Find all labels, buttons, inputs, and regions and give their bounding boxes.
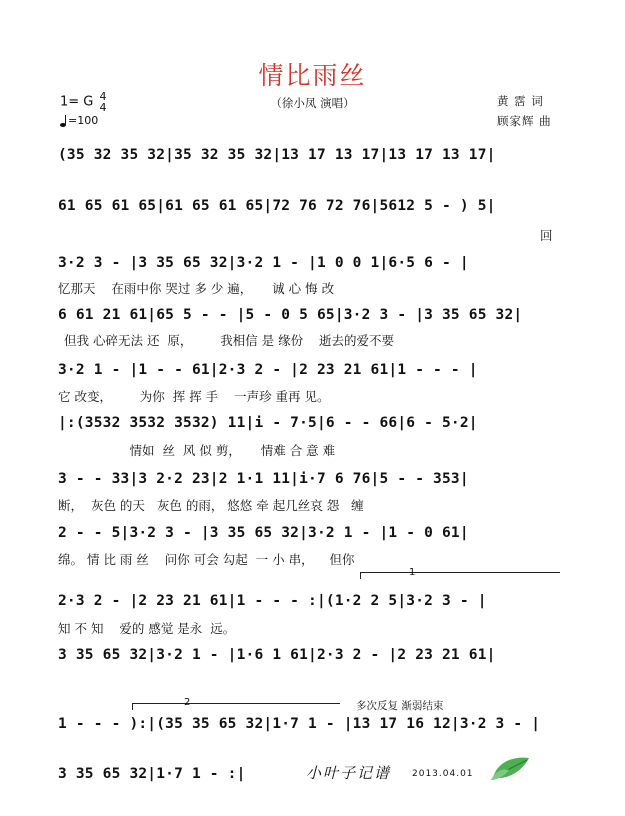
notation-line: 2 - - 5|3·2 3 - |3 35 65 32|3·2 1 - |1 - 0 61|	[58, 525, 469, 541]
transcriber-signature: 小叶子记谱	[306, 764, 392, 782]
leaf-logo-icon	[489, 752, 533, 782]
notation-line: 3 35 65 32|3·2 1 - |1·6 1 61|2·3 2 - |2 23 21 61|	[58, 647, 496, 663]
volta-bracket-1-start	[360, 572, 361, 579]
performer-subtitle: （徐小凤 演唱）	[270, 96, 355, 110]
volta-bracket-1	[360, 572, 560, 573]
lyric-line: 知 不 知 爱的 感觉 是永 远。	[58, 621, 236, 636]
notation-line: 2·3 2 - |2 23 21 61|1 - - - :|(1·2 2 5|3·2 3 - |	[58, 593, 487, 609]
lyric-line: 断， 灰色 的天 灰色 的雨， 悠悠 牵 起几丝哀 怨 缠	[58, 498, 364, 513]
notation-line: 3·2 1 - |1 - - 61|2·3 2 - |2 23 21 61|1 - - - |	[58, 362, 478, 378]
lyricist-credit: 黄 霑 词	[497, 94, 544, 108]
lyric-line: 回	[540, 228, 553, 243]
ending-instruction: 多次反复 渐弱结束	[356, 700, 444, 712]
key-label: 1= G	[60, 94, 94, 110]
tempo-value: =100	[68, 114, 99, 127]
lyric-line: 情如 丝 风 似 剪， 情难 合 意 难	[58, 443, 336, 458]
lyric-line: 它 改变， 为你 挥 挥 手 一声珍 重再 见。	[58, 389, 330, 404]
notation-line: 61 65 61 65|61 65 61 65|72 76 72 76|5612 5 - ) 5|	[58, 198, 496, 214]
notation-line: |:(3532 3532 3532) 11|i - 7·5|6 - - 66|6 - 5·2|	[58, 415, 478, 431]
key-signature	[60, 91, 107, 113]
notation-line: 3 35 65 32|1·7 1 - :|	[58, 766, 246, 782]
notation-line: 3·2 3 - |3 35 65 32|3·2 1 - |1 0 0 1|6·5 6 - |	[58, 255, 469, 271]
time-signature	[100, 91, 107, 113]
notation-line: 6 61 21 61|65 5 - - |5 - 0 5 65|3·2 3 - |3 35 65 32|	[58, 307, 523, 323]
time-bottom: 4	[99, 101, 107, 114]
lyric-line: 忆那天 在雨中你 哭过 多 少 遍， 诚 心 悔 改	[58, 281, 335, 296]
quarter-note-icon	[60, 117, 66, 127]
song-title: 情比雨丝	[258, 61, 367, 90]
notation-line: 3 - - 33|3 2·2 23|2 1·1 11|i·7 6 76|5 - - 353|	[58, 471, 469, 487]
notation-line: (35 32 35 32|35 32 35 32|13 17 13 17|13 17 13 17|	[58, 147, 496, 163]
notation-line: 1 - - - ):|(35 35 65 32|1·7 1 - |13 17 16 12|3·2 3 - |	[58, 716, 541, 732]
lyric-line: 绵。 情 比 雨 丝 问你 可会 勾起 一 小 串， 但你	[58, 552, 355, 567]
volta-number-1: 1	[409, 567, 416, 578]
transcription-date: 2013.04.01	[412, 769, 474, 779]
volta-bracket-2	[132, 703, 340, 704]
volta-bracket-2-start	[132, 703, 133, 710]
tempo-marking	[60, 114, 98, 127]
time-top: 4	[99, 90, 107, 103]
volta-number-2: 2	[184, 697, 191, 708]
composer-credit: 顾家辉 曲	[497, 114, 552, 128]
lyric-line: 但我 心碎无法 还 原， 我相信 是 缘份 逝去的爱不要	[64, 333, 395, 348]
